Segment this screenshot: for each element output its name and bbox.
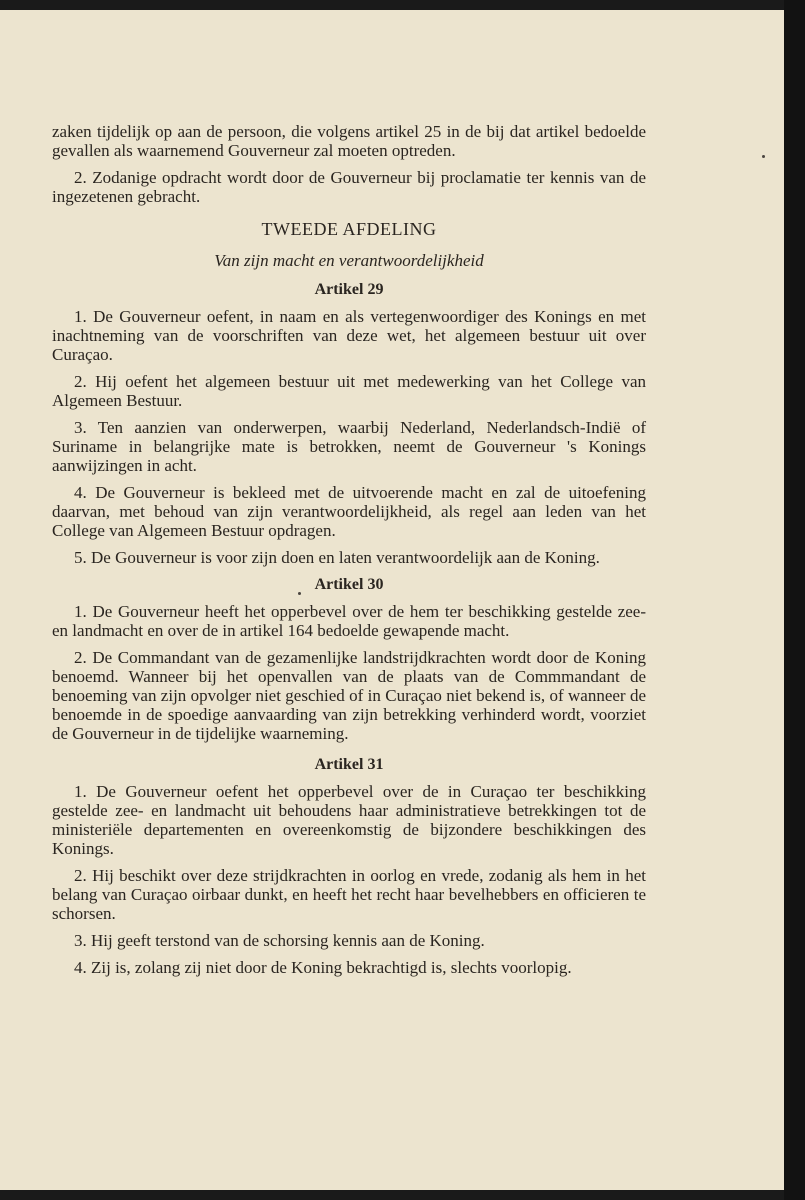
speck-mark — [762, 155, 765, 158]
paragraph: 2. De Commandant van de gezamenlijke landstrijdkrachten wordt door de Koning benoemd. Wanneer bij het openvallen van de plaats van de Commmandant de benoeming van zijn opvolger niet geschied of in Curaçao niet bekend is, of wanneer de benoemde in de spoedige aanvaarding van zijn betrekking verhinderd wordt, voorziet de Gouverneur in de tijdelijke waarneming. — [52, 648, 646, 743]
section-subheading: Van zijn macht en verantwoordelijkheid — [214, 251, 484, 270]
paragraph: 3. Hij geeft terstond van de schorsing kennis aan de Koning. — [74, 931, 485, 950]
paragraph: 2. Hij oefent het algemeen bestuur uit met medewerking van het College van Algemeen Bestuur. — [52, 372, 646, 410]
paragraph: 1. De Gouverneur heeft het opperbevel over de hem ter beschikking gestelde zee- en landmacht en over de in artikel 164 bedoelde gewapende macht. — [52, 602, 646, 640]
article-heading: Artikel 29 — [314, 281, 384, 298]
scan-edge — [784, 0, 805, 1200]
article-heading: Artikel 30 — [314, 576, 384, 593]
paragraph: 4. De Gouverneur is bekleed met de uitvoerende macht en zal de uitoefening daarvan, met behoud van zijn verantwoordelijkheid, als regel aan leden van het College van Algemeen Bestuur opdragen. — [52, 483, 646, 540]
document-page — [0, 10, 784, 1190]
paragraph-continuation: zaken tijdelijk op aan de persoon, die volgens artikel 25 in de bij dat artikel bedoelde gevallen als waarnemend Gouverneur zal moeten optreden. — [52, 122, 646, 160]
section-heading: TWEEDE AFDELING — [261, 219, 437, 239]
speck-mark — [298, 592, 301, 595]
paragraph: 1. De Gouverneur oefent, in naam en als vertegenwoordiger des Konings en met inachtneming van de voorschriften van deze wet, het algemeen bestuur uit over Curaçao. — [52, 307, 646, 364]
paragraph: 5. De Gouverneur is voor zijn doen en laten verantwoordelijk aan de Koning. — [74, 548, 600, 567]
paragraph: 1. De Gouverneur oefent het opperbevel over de in Curaçao ter beschikking gestelde zee- en landmacht uit behoudens haar administratieve betrekkingen tot de ministeriële departementen en overeenkomstig de bijzondere beschikkingen des Konings. — [52, 782, 646, 858]
article-heading: Artikel 31 — [314, 756, 384, 773]
paragraph: 2. Zodanige opdracht wordt door de Gouverneur bij proclamatie ter kennis van de ingezetenen gebracht. — [52, 168, 646, 206]
paragraph: 2. Hij beschikt over deze strijdkrachten in oorlog en vrede, zodanig als hem in het belang van Curaçao oirbaar dunkt, en heeft het recht haar bevelhebbers en officieren te schorsen. — [52, 866, 646, 923]
paragraph: 4. Zij is, zolang zij niet door de Koning bekrachtigd is, slechts voorlopig. — [74, 958, 572, 977]
paragraph: 3. Ten aanzien van onderwerpen, waarbij Nederland, Nederlandsch-Indië of Suriname in belangrijke mate is betrokken, neemt de Gouverneur 's Konings aanwijzingen in acht. — [52, 418, 646, 475]
text-column — [52, 122, 646, 985]
